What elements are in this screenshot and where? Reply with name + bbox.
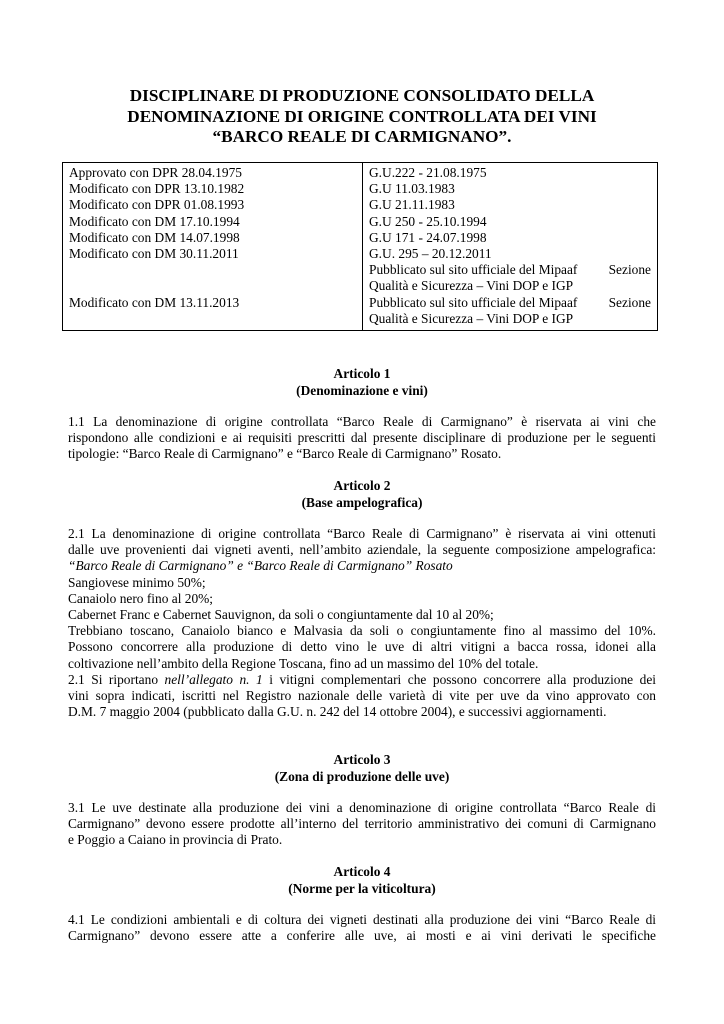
text-line: D.M. 7 maggio 2004 (pubblicato dalla G.U. n. 242 del 14 ottobre 2004), e successivi aggiornamenti. [68, 704, 607, 720]
text-line: Carmignano” devono essere prodotte all’interno del territorio amministrativo dei comuni di Carmignano [68, 816, 656, 832]
article-subtitle: (Zona di produzione delle uve) [274, 768, 450, 784]
article-subtitle: (Denominazione e vini) [296, 382, 428, 398]
title-line-3: “BARCO REALE DI CARMIGNANO”. [212, 127, 512, 146]
title-line-2: DENOMINAZIONE DI ORIGINE CONTROLLATA DEI VINI [127, 106, 597, 126]
gazette-line: G.U 171 - 24.07.1998 [369, 229, 487, 245]
publication-line: Qualità e Sicurezza – Vini DOP e IGP [369, 278, 574, 294]
gazette-line: G.U 21.11.1983 [369, 197, 455, 213]
publication-text: Pubblicato sul sito ufficiale del Mipaaf [369, 262, 578, 278]
document-title [60, 86, 664, 148]
decree-line: Approvato con DPR 28.04.1975 [69, 165, 242, 180]
text-line: Trebbiano toscano, Canaiolo bianco e Malvasia da soli o congiuntamente fino al massimo del 10%. [68, 623, 656, 639]
text-line: Cabernet Franc e Cabernet Sauvignon, da soli o congiuntamente dal 10 al 20%; [68, 607, 494, 623]
article-3-body [68, 800, 656, 849]
gazette-line: G.U.222 - 21.08.1975 [369, 165, 487, 180]
publication-line [369, 262, 651, 278]
text-line: dalle uve provenienti dai vigneti aventi, nell’ambito aziendale, la seguente composizione ampelografica: [68, 542, 656, 558]
text-line: Possono concorrere alla produzione di detto vino le uve di altri vitigni a bacca rossa, idonei alla [68, 639, 656, 655]
publication-section: Sezione [608, 262, 651, 278]
text-line: 4.1 Le condizioni ambientali e di coltura dei vigneti destinati alla produzione dei vini “Barco Reale di [68, 912, 656, 927]
gazette-line: G.U 11.03.1983 [369, 181, 455, 197]
article-subtitle: (Base ampelografica) [301, 494, 423, 510]
text-line: 2.1 La denominazione di origine controllata “Barco Reale di Carmignano” è riservata ai vini ottenuti [68, 526, 656, 541]
decree-line: Modificato con DM 30.11.2011 [69, 245, 239, 261]
publication-line: Qualità e Sicurezza – Vini DOP e IGP [369, 310, 574, 326]
text-line: e Poggio a Caiano in provincia di Prato. [68, 832, 283, 848]
text-line: “Barco Reale di Carmignano” e “Barco Reale di Carmignano” Rosato [68, 558, 453, 574]
approvals-row [63, 163, 658, 331]
text-line: Carmignano” devono essere atte a conferire alle uve, ai mosti e ai vini derivati le specifiche [68, 928, 656, 944]
text-line: 3.1 Le uve destinate alla produzione dei vini a denominazione di origine controllata “Barco Reale di [68, 800, 656, 815]
gazette-line: G.U 250 - 25.10.1994 [369, 213, 487, 229]
decree-line [69, 278, 356, 294]
article-2-heading [60, 478, 664, 511]
approvals-gazette-cell [363, 163, 658, 331]
text-line: rispondono alle condizioni e ai requisiti prescritti dal presente disciplinare di produzione per le seguenti [68, 430, 656, 446]
text-line: Sangiovese minimo 50%; [68, 574, 206, 590]
publication-line [369, 295, 651, 311]
text-line: tipologie: “Barco Reale di Carmignano” e “Barco Reale di Carmignano” Rosato. [68, 446, 502, 462]
text-line: 1.1 La denominazione di origine controllata “Barco Reale di Carmignano” è riservata ai vini che [68, 414, 656, 429]
text-line: Canaiolo nero fino al 20%; [68, 590, 214, 606]
article-subtitle: (Norme per la viticoltura) [288, 880, 436, 896]
article-2-body [68, 526, 656, 720]
publication-text: Pubblicato sul sito ufficiale del Mipaaf [369, 294, 578, 310]
decree-line: Modificato con DPR 13.10.1982 [69, 181, 245, 197]
decree-line [69, 262, 356, 278]
text-segment: 2.1 Si riportano [68, 671, 165, 687]
gazette-line: G.U. 295 – 20.12.2011 [369, 245, 492, 261]
article-number: Articolo 2 [333, 478, 391, 493]
article-4-heading [60, 864, 664, 897]
decree-line: Modificato con DM 14.07.1998 [69, 229, 240, 245]
text-segment: i vitigni complementari che possono concorrere alla produzione dei [262, 671, 656, 687]
approvals-decrees-cell [63, 163, 363, 331]
article-4-body [68, 912, 656, 944]
article-1-body [68, 414, 656, 463]
article-number: Articolo 1 [333, 366, 391, 381]
decree-line: Modificato con DPR 01.08.1993 [69, 197, 245, 213]
decree-line: Modificato con DM 17.10.1994 [69, 213, 240, 229]
article-number: Articolo 3 [333, 752, 391, 767]
text-line: coltivazione nell’ambito della Regione Toscana, fino ad un massimo del 10% del totale. [68, 655, 539, 671]
annex-reference: nell’allegato n. 1 [164, 671, 263, 687]
article-3-heading [60, 752, 664, 785]
article-number: Articolo 4 [333, 864, 391, 879]
publication-section: Sezione [608, 294, 651, 310]
article-1-heading [60, 366, 664, 399]
decree-line: Modificato con DM 13.11.2013 [69, 294, 240, 310]
approvals-table [62, 162, 658, 331]
text-line [68, 672, 656, 688]
text-line: vini sopra indicati, iscritti nel Registro nazionale delle varietà di vite per uve da vino approvato con [68, 688, 656, 704]
title-line-1: DISCIPLINARE DI PRODUZIONE CONSOLIDATO DELLA [129, 86, 595, 105]
